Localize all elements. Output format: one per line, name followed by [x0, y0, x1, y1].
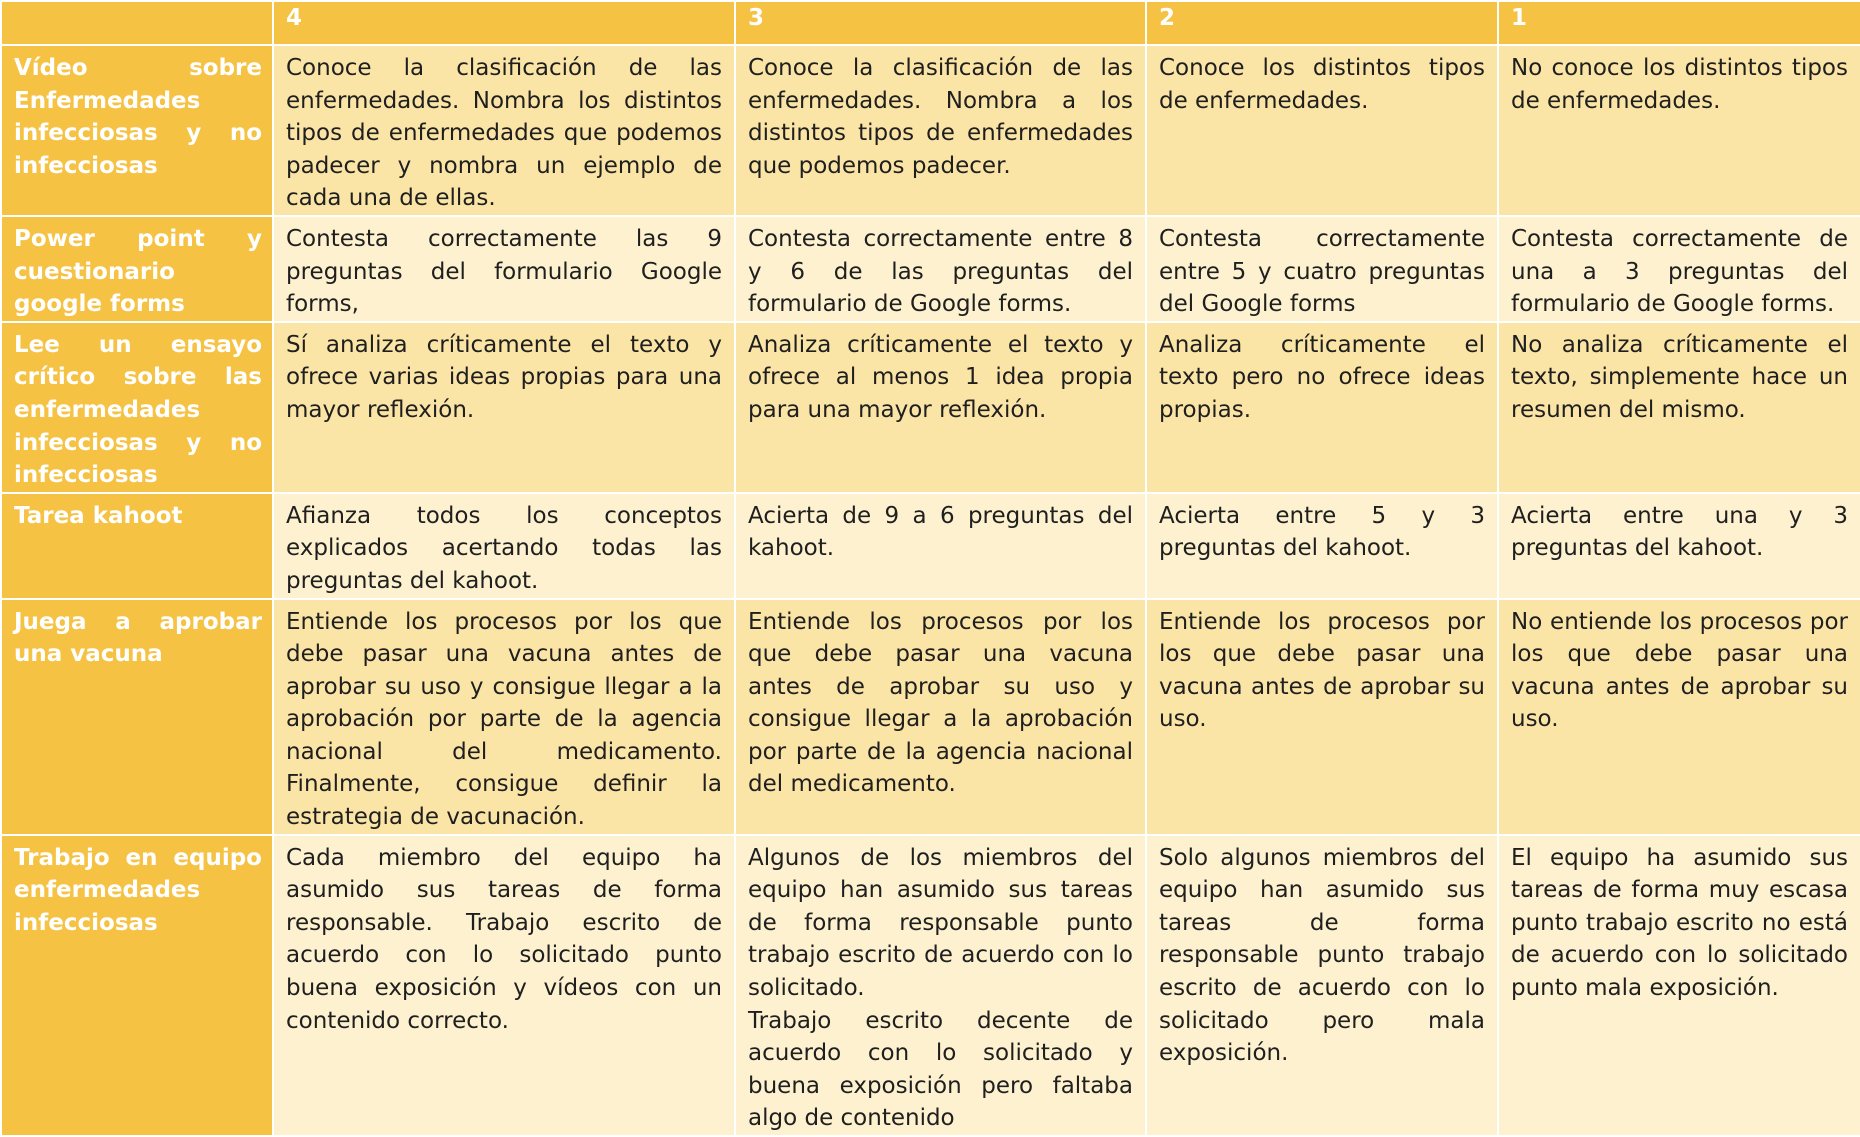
rubric-cell: Cada miembro del equipo ha asumido sus tareas de forma responsable. Trabajo escrito de acuerdo con lo solicitado punto buena exposición y vídeos con un contenido correcto. [273, 835, 735, 1136]
rubric-cell: Contesta correctamente de una a 3 preguntas del formulario de Google forms. [1498, 216, 1860, 322]
table-row [1, 216, 1860, 322]
rubric-cell: Contesta correctamente las 9 preguntas del formulario Google forms, [273, 216, 735, 322]
criterion-cell: Vídeo sobre Enfermedades infecciosas y no infecciosas [1, 45, 273, 216]
rubric-cell: Entiende los procesos por los que debe pasar una vacuna antes de aprobar su uso y consigue llegar a la aprobación por parte de la agencia nacional del medicamento. [735, 599, 1146, 835]
header-level-3: 3 [735, 1, 1146, 45]
header-level-2: 2 [1146, 1, 1498, 45]
table-row [1, 45, 1860, 216]
rubric-cell: Contesta correctamente entre 5 y cuatro preguntas del Google forms [1146, 216, 1498, 322]
rubric-cell: Sí analiza críticamente el texto y ofrece varias ideas propias para una mayor reflexión. [273, 322, 735, 493]
rubric-cell: No conoce los distintos tipos de enfermedades. [1498, 45, 1860, 216]
rubric-cell: El equipo ha asumido sus tareas de forma muy escasa punto trabajo escrito no está de acuerdo con lo solicitado punto mala exposición. [1498, 835, 1860, 1136]
rubric-cell: Conoce la clasificación de las enfermedades. Nombra a los distintos tipos de enfermedades que podemos padecer. [735, 45, 1146, 216]
header-row [1, 1, 1860, 45]
table-row [1, 599, 1860, 835]
table-row [1, 493, 1860, 599]
rubric-cell: Conoce la clasificación de las enfermedades. Nombra los distintos tipos de enfermedades que podemos padecer y nombra un ejemplo de cada una de ellas. [273, 45, 735, 216]
criterion-cell: Juega a aprobar una vacuna [1, 599, 273, 835]
rubric-cell-text-extra: Trabajo escrito decente de acuerdo con lo solicitado y buena exposición pero faltaba algo de contenido [748, 1007, 1133, 1132]
criterion-cell: Tarea kahoot [1, 493, 273, 599]
header-level-1: 1 [1498, 1, 1860, 45]
rubric-cell: No entiende los procesos por los que debe pasar una vacuna antes de aprobar su uso. [1498, 599, 1860, 835]
criterion-cell: Power point y cuestionario google forms [1, 216, 273, 322]
rubric-cell: Acierta entre 5 y 3 preguntas del kahoot. [1146, 493, 1498, 599]
table-row [1, 322, 1860, 493]
header-level-4: 4 [273, 1, 735, 45]
rubric-cell: Solo algunos miembros del equipo han asumido sus tareas de forma responsable punto trabajo escrito de acuerdo con lo solicitado pero mala exposición. [1146, 835, 1498, 1136]
rubric-cell: Conoce los distintos tipos de enfermedades. [1146, 45, 1498, 216]
rubric-cell: Entiende los procesos por los que debe pasar una vacuna antes de aprobar su uso y consigue llegar a la aprobación por parte de la agencia nacional del medicamento. Finalmente, consigue definir la estrategia de vacunación. [273, 599, 735, 835]
rubric-cell: Analiza críticamente el texto y ofrece al menos 1 idea propia para una mayor reflexión. [735, 322, 1146, 493]
criterion-cell: Trabajo en equipo enfermedades infecciosas [1, 835, 273, 1136]
rubric-cell: Analiza críticamente el texto pero no ofrece ideas propias. [1146, 322, 1498, 493]
rubric-cell-text: Algunos de los miembros del equipo han asumido sus tareas de forma responsable punto trabajo escrito de acuerdo con lo solicitado. [748, 844, 1133, 1002]
rubric-cell [735, 835, 1146, 1136]
table-row [1, 835, 1860, 1136]
criterion-cell: Lee un ensayo crítico sobre las enfermedades infecciosas y no infecciosas [1, 322, 273, 493]
rubric-cell: Acierta de 9 a 6 preguntas del kahoot. [735, 493, 1146, 599]
header-criteria [1, 1, 273, 45]
rubric-cell: Contesta correctamente entre 8 y 6 de las preguntas del formulario de Google forms. [735, 216, 1146, 322]
rubric-cell: No analiza críticamente el texto, simplemente hace un resumen del mismo. [1498, 322, 1860, 493]
rubric-cell: Afianza todos los conceptos explicados acertando todas las preguntas del kahoot. [273, 493, 735, 599]
rubric-cell: Acierta entre una y 3 preguntas del kahoot. [1498, 493, 1860, 599]
rubric-cell: Entiende los procesos por los que debe pasar una vacuna antes de aprobar su uso. [1146, 599, 1498, 835]
